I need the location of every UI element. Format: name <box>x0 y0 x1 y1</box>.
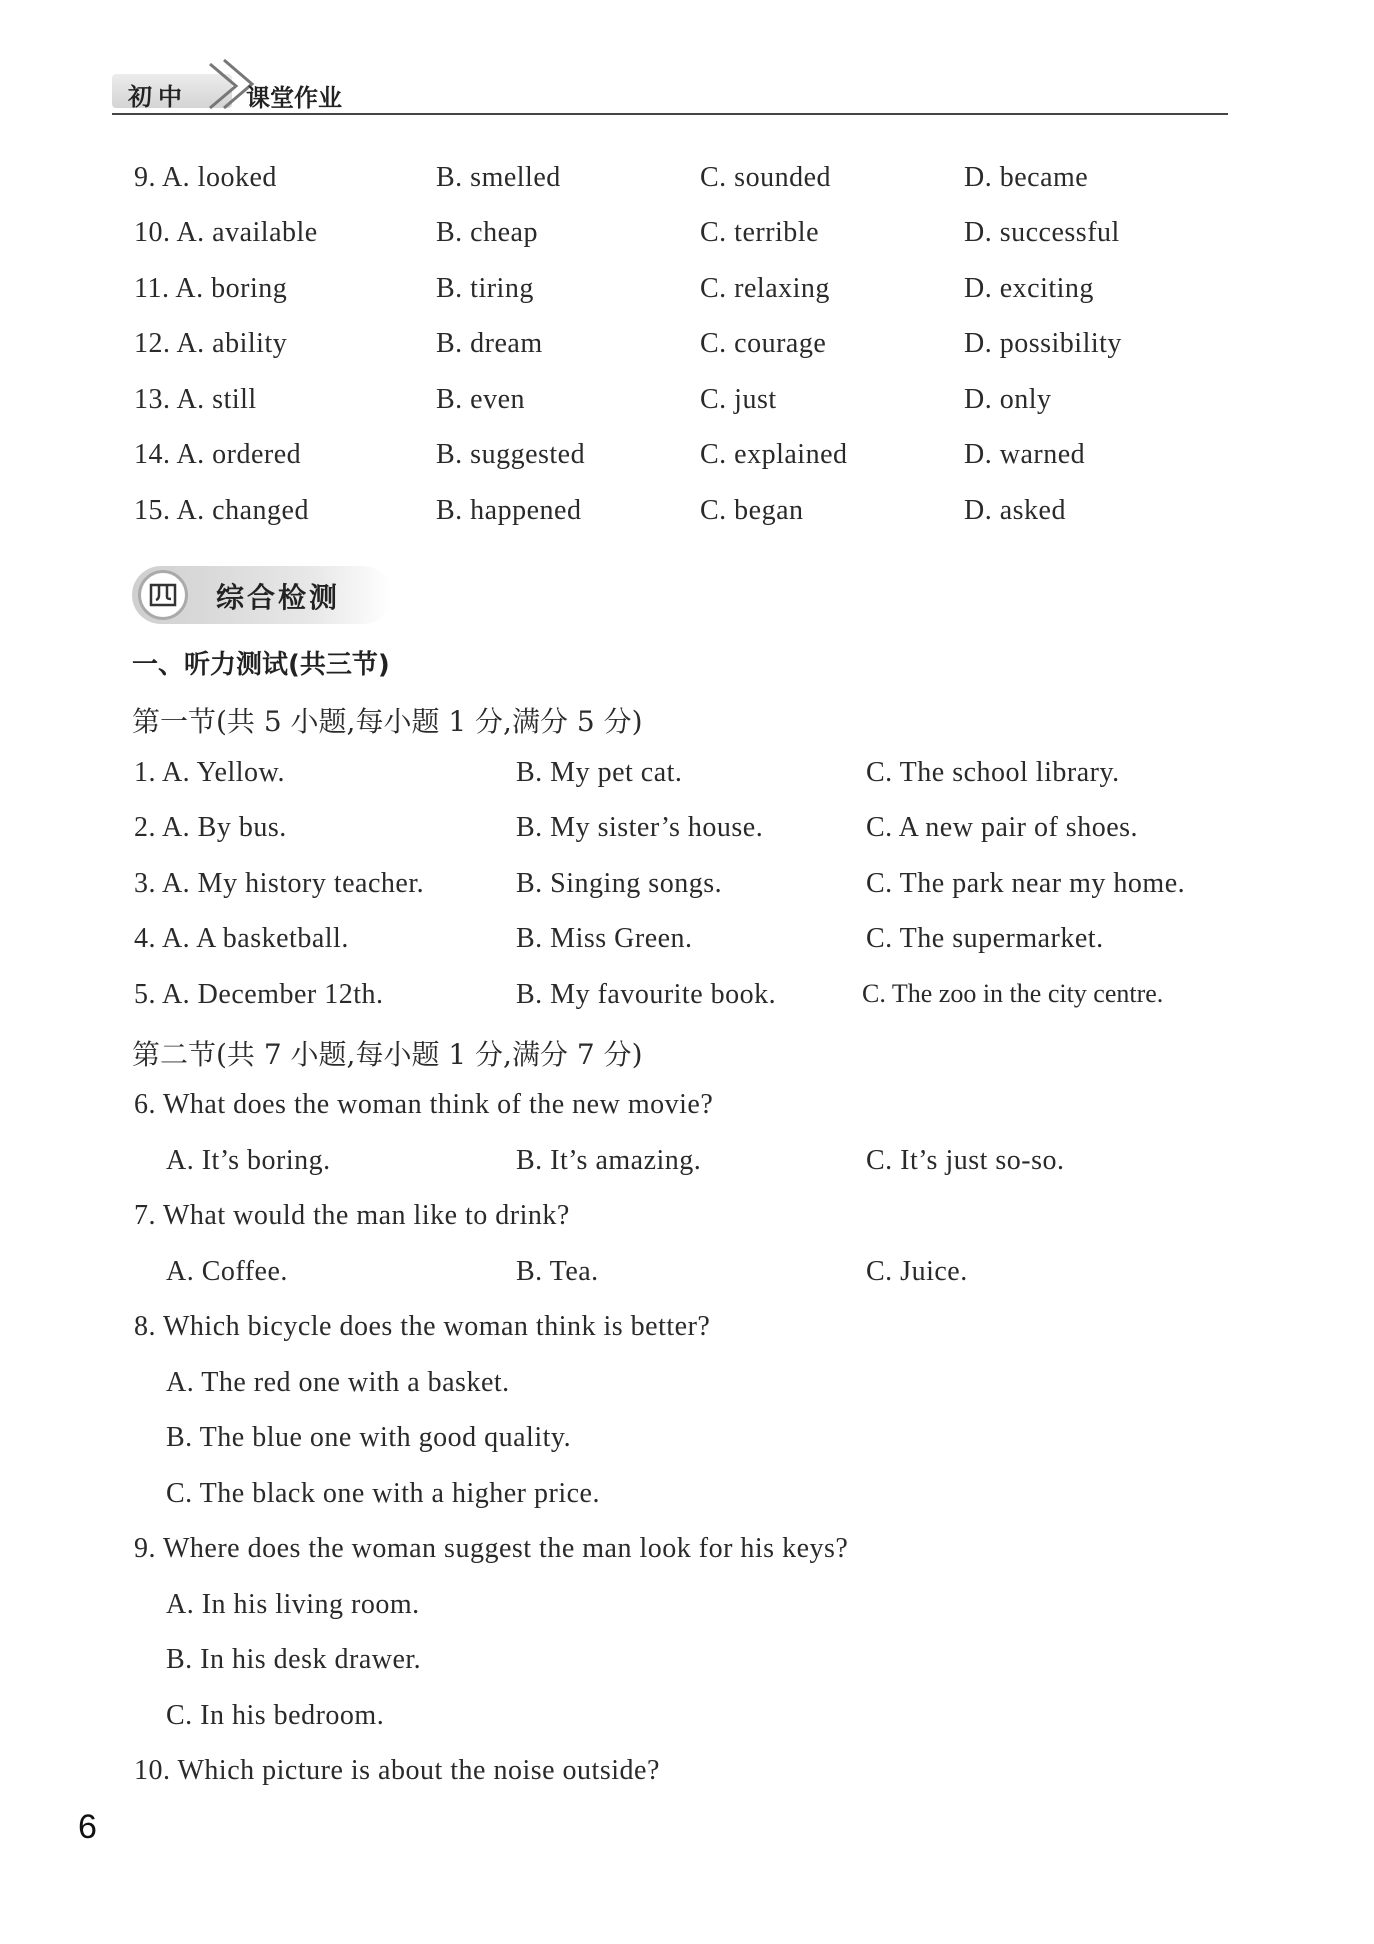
vocab-option-a: 11. A. boring <box>134 273 288 304</box>
page-header <box>112 52 1228 112</box>
question-option-c: C. The school library. <box>866 757 1120 788</box>
vocab-option-c: C. just <box>700 384 777 415</box>
question-stem: 7. What would the man like to drink? <box>134 1200 570 1231</box>
question-option-c: C. In his bedroom. <box>166 1700 385 1731</box>
vocab-option-a: 12. A. ability <box>134 328 288 359</box>
vocab-option-a: 15. A. changed <box>134 495 309 526</box>
header-rule <box>112 113 1228 115</box>
vocab-option-a: 14. A. ordered <box>134 439 302 470</box>
vocab-option-b: B. cheap <box>436 217 538 248</box>
vocab-option-d: D. possibility <box>964 328 1122 359</box>
question-option-c: C. The black one with a higher price. <box>166 1478 600 1509</box>
vocab-option-c: C. explained <box>700 439 848 470</box>
question-option-b: B. In his desk drawer. <box>166 1644 422 1675</box>
question-option-b: B. My sister’s house. <box>516 812 764 843</box>
vocab-option-d: D. exciting <box>964 273 1094 304</box>
question-stem: 9. Where does the woman suggest the man look for his keys? <box>134 1533 849 1564</box>
question-stem: 8. Which bicycle does the woman think is better? <box>134 1311 711 1342</box>
question-option-c: C. The supermarket. <box>866 923 1104 954</box>
vocab-option-b: B. happened <box>436 495 582 526</box>
question-option-a: 3. A. My history teacher. <box>134 868 425 899</box>
section2-title: 第二节(共 7 小题,每小题 1 分,满分 7 分) <box>132 1038 643 1071</box>
vocab-option-c: C. relaxing <box>700 273 830 304</box>
question-option-b: B. Miss Green. <box>516 923 693 954</box>
vocab-option-c: C. began <box>700 495 804 526</box>
question-option-c: C. A new pair of shoes. <box>866 812 1139 843</box>
vocab-option-d: D. asked <box>964 495 1066 526</box>
question-option-a: 4. A. A basketball. <box>134 923 349 954</box>
section-number-icon <box>138 570 188 620</box>
vocab-option-a: 13. A. still <box>134 384 257 415</box>
question-stem: 6. What does the woman think of the new movie? <box>134 1089 714 1120</box>
question-option-a: 2. A. By bus. <box>134 812 287 843</box>
question-option-a: A. It’s boring. <box>166 1145 331 1176</box>
question-option-c: C. The zoo in the city centre. <box>862 979 1164 1008</box>
question-option-b: B. Tea. <box>516 1256 599 1287</box>
question-option-c: C. It’s just so-so. <box>866 1145 1065 1176</box>
question-option-a: 1. A. Yellow. <box>134 757 285 788</box>
vocab-option-c: C. terrible <box>700 217 820 248</box>
question-option-a: A. Coffee. <box>166 1256 288 1287</box>
question-stem: 10. Which picture is about the noise outside? <box>134 1755 660 1786</box>
vocab-option-d: D. only <box>964 384 1052 415</box>
question-option-b: B. It’s amazing. <box>516 1145 702 1176</box>
question-option-c: C. Juice. <box>866 1256 968 1287</box>
vocab-option-b: B. smelled <box>436 162 561 193</box>
vocab-option-d: D. successful <box>964 217 1120 248</box>
vocab-option-b: B. dream <box>436 328 543 359</box>
question-option-c: C. The park near my home. <box>866 868 1186 899</box>
vocab-option-c: C. sounded <box>700 162 831 193</box>
question-option-b: B. Singing songs. <box>516 868 723 899</box>
part-title: 一、听力测试(共三节) <box>132 650 390 680</box>
question-option-a: A. In his living room. <box>166 1589 420 1620</box>
vocab-option-c: C. courage <box>700 328 827 359</box>
question-option-b: B. The blue one with good quality. <box>166 1422 572 1453</box>
section-banner <box>132 566 392 624</box>
four-icon <box>141 573 185 617</box>
vocab-option-a: 10. A. available <box>134 217 318 248</box>
vocab-option-d: D. warned <box>964 439 1086 470</box>
vocab-option-b: B. suggested <box>436 439 586 470</box>
vocab-option-b: B. tiring <box>436 273 534 304</box>
question-option-b: B. My favourite book. <box>516 979 777 1010</box>
vocab-option-d: D. became <box>964 162 1089 193</box>
vocab-option-a: 9. A. looked <box>134 162 277 193</box>
header-title: 课堂作业 <box>246 84 342 112</box>
section-banner-title: 综合检测 <box>216 581 341 614</box>
header-tag: 初中 <box>128 83 188 111</box>
vocab-option-b: B. even <box>436 384 526 415</box>
question-option-a: 5. A. December 12th. <box>134 979 384 1010</box>
question-option-b: B. My pet cat. <box>516 757 683 788</box>
section1-title: 第一节(共 5 小题,每小题 1 分,满分 5 分) <box>132 705 643 738</box>
question-option-a: A. The red one with a basket. <box>166 1367 510 1398</box>
page-number: 6 <box>78 1808 97 1846</box>
